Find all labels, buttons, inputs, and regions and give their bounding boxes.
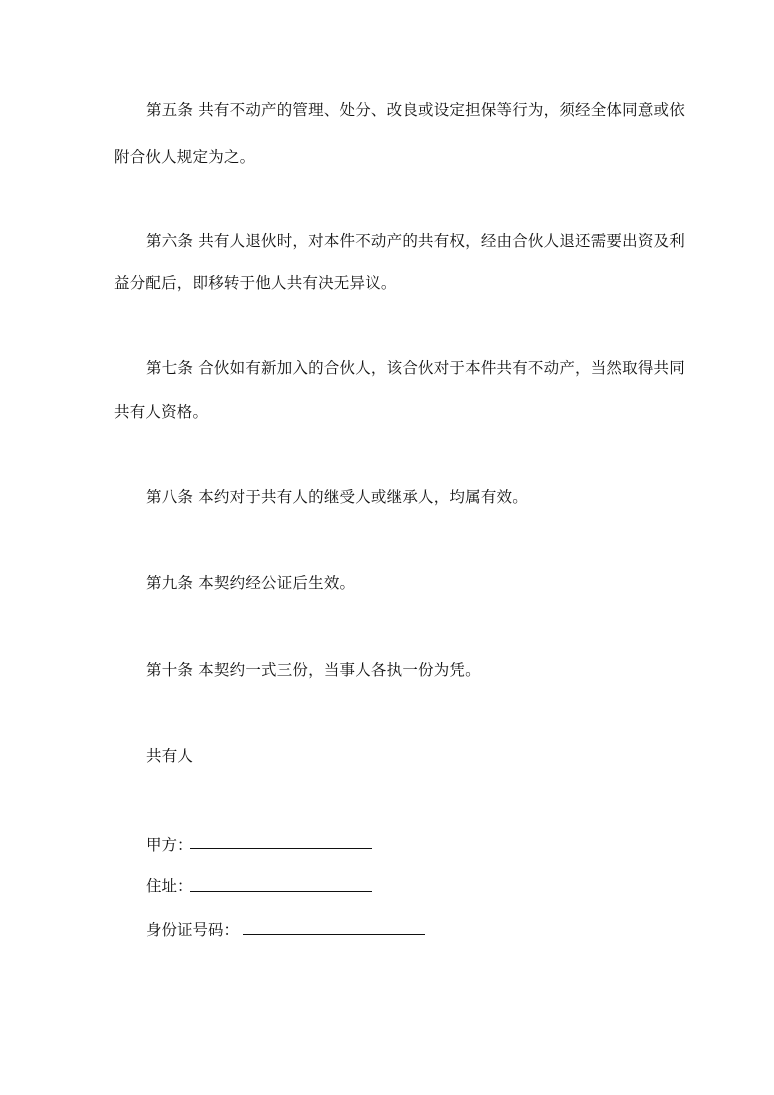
party-a-blank-line bbox=[190, 848, 372, 849]
article-9-line-1: 第九条 本契约经公证后生效。 bbox=[146, 574, 356, 592]
address-blank-line bbox=[190, 891, 372, 892]
article-10-line-1: 第十条 本契约一式三份，当事人各执一份为凭。 bbox=[146, 661, 481, 679]
article-6-line-2: 益分配后，即移转于他人共有决无异议。 bbox=[114, 274, 397, 292]
party-a-label: 甲方： bbox=[146, 836, 193, 854]
id-number-blank-line bbox=[243, 934, 425, 935]
signature-heading: 共有人 bbox=[146, 747, 194, 765]
article-5-line-1: 第五条 共有不动产的管理、处分、改良或设定担保等行为，须经全体同意或依 bbox=[146, 101, 685, 119]
id-number-label: 身份证号码： bbox=[146, 921, 240, 939]
article-7-line-2: 共有人资格。 bbox=[114, 403, 209, 421]
address-label: 住址： bbox=[146, 877, 193, 895]
article-7-line-1: 第七条 合伙如有新加入的合伙人，该合伙对于本件共有不动产，当然取得共同 bbox=[146, 359, 685, 377]
article-8-line-1: 第八条 本约对于共有人的继受人或继承人，均属有效。 bbox=[146, 488, 528, 506]
article-6-line-1: 第六条 共有人退伙时，对本件不动产的共有权，经由合伙人退还需要出资及利 bbox=[146, 232, 685, 250]
article-5-line-2: 附合伙人规定为之。 bbox=[114, 148, 256, 166]
